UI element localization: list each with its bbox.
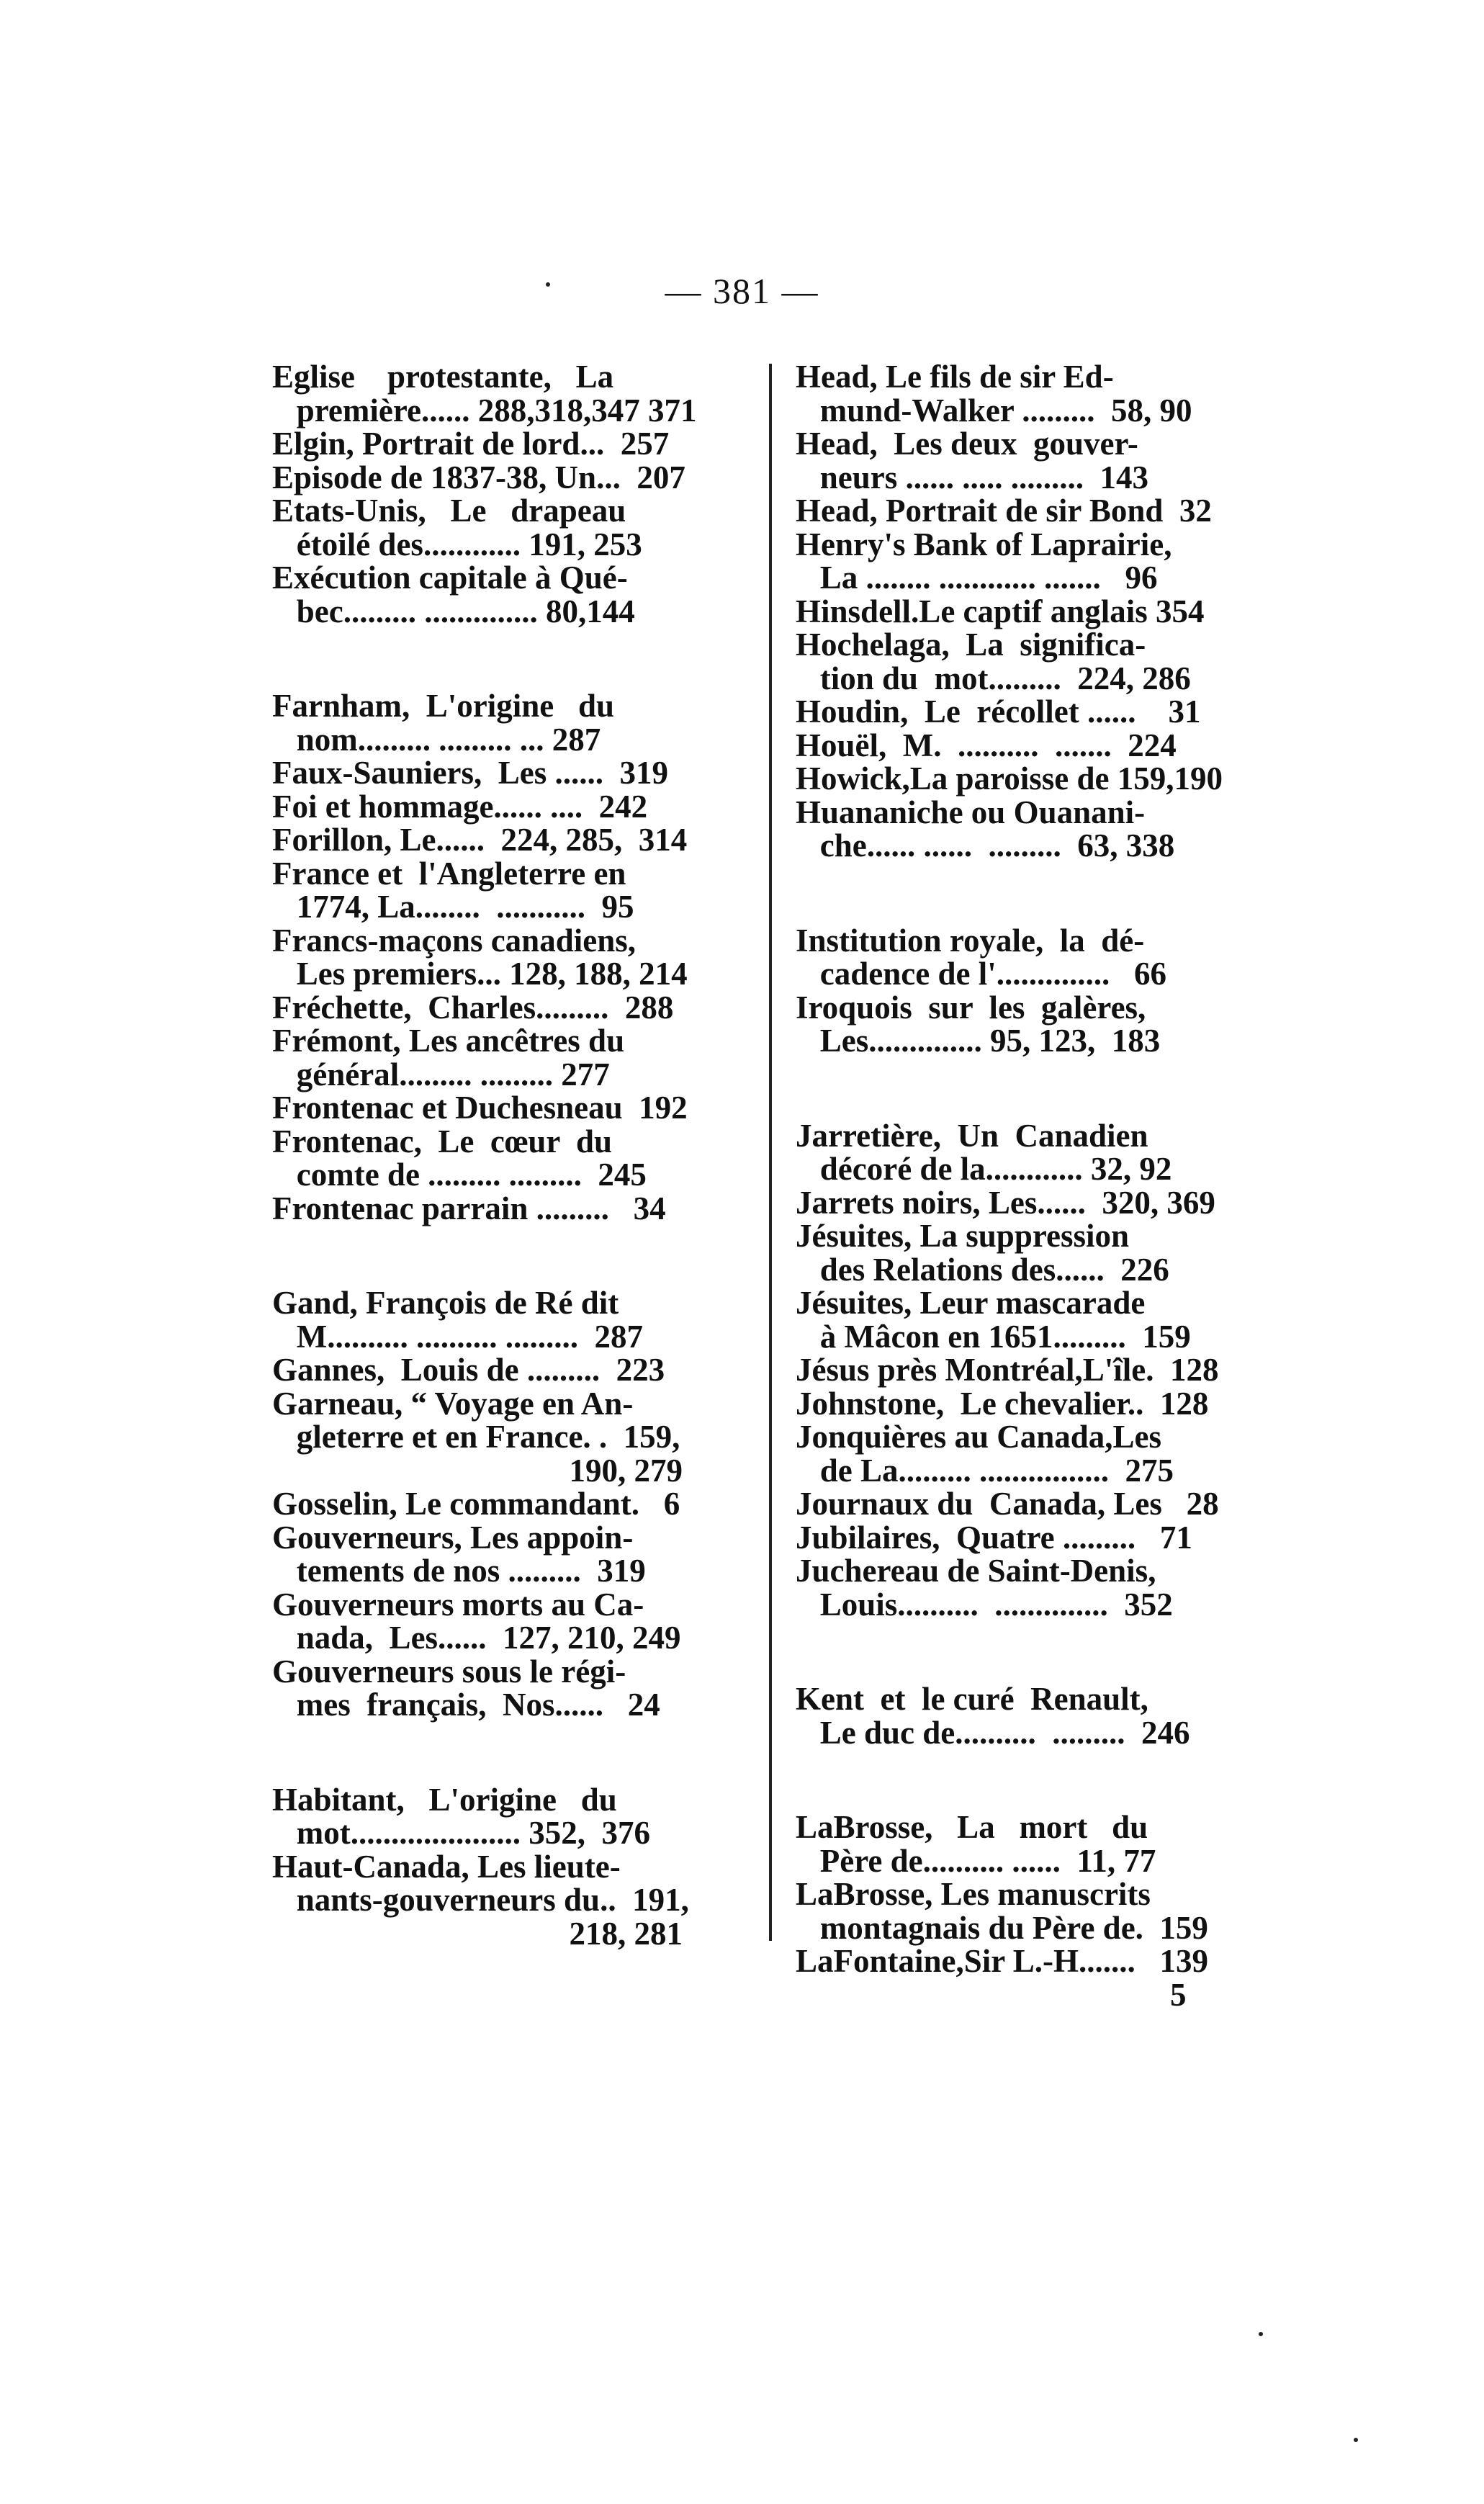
signature-mark: 5	[1170, 1976, 1187, 2013]
index-entry	[272, 790, 747, 824]
index-entry	[272, 1783, 747, 1850]
entry-heading-line: LaFontaine,Sir L.-H....... 139	[796, 1943, 1208, 1979]
letter-section	[272, 1783, 747, 1951]
entry-heading-line: Hochelaga, La significa-	[796, 627, 1146, 663]
entry-heading-line: Head, Portrait de sir Bond 32	[796, 493, 1212, 529]
index-entry	[796, 729, 1289, 763]
entry-heading-line: Howick,La paroisse de 159,190	[796, 760, 1223, 796]
entry-continuation-line: bec......... .............. 80,144	[272, 593, 635, 629]
entry-heading-line: Jésus près Montréal,L'île. 128	[796, 1352, 1219, 1388]
index-entry	[796, 427, 1289, 494]
index-entry	[796, 1186, 1289, 1220]
entry-heading-line: Gouverneurs sous le régi-	[272, 1653, 626, 1689]
entry-heading-line: Johnstone, Le chevalier.. 128	[796, 1385, 1209, 1422]
entry-heading-line: Jésuites, Leur mascarade	[796, 1285, 1146, 1321]
index-entry	[272, 1588, 747, 1655]
entry-continuation-line: Les.............. 95, 123, 183	[796, 1023, 1161, 1059]
index-entry	[272, 1091, 747, 1125]
index-entry	[796, 1387, 1289, 1421]
index-entry	[272, 1353, 747, 1387]
entry-continuation-line: de La......... ................ 275	[796, 1452, 1174, 1489]
entry-continuation-line: mund-Walker ......... 58, 90	[796, 392, 1192, 428]
entry-heading-line: Journaux du Canada, Les 28	[796, 1486, 1219, 1522]
entry-continuation-line: tements de nos ......... 319	[272, 1553, 646, 1589]
entry-heading-line: Fréchette, Charles......... 288	[272, 989, 674, 1026]
entry-continuation-line: comte de ......... ......... 245	[272, 1157, 647, 1193]
index-entry	[796, 1682, 1289, 1749]
index-entry	[796, 1487, 1289, 1521]
print-speck	[546, 282, 550, 287]
index-entry	[796, 991, 1289, 1058]
entry-heading-line: Frontenac parrain ......... 34	[272, 1190, 666, 1226]
letter-section	[272, 689, 747, 1225]
entry-heading-line: LaBrosse, La mort du	[796, 1809, 1148, 1845]
index-entry	[272, 1487, 747, 1521]
letter-section	[796, 1119, 1289, 1622]
index-entry	[272, 689, 747, 756]
index-entry	[272, 561, 747, 628]
entry-continuation-line: Louis.......... .............. 352	[796, 1586, 1173, 1623]
entry-continuation-line: Les premiers... 128, 188, 214	[272, 956, 688, 992]
index-entry	[796, 1219, 1289, 1286]
index-entry	[796, 1420, 1289, 1487]
entry-heading-line: Institution royale, la dé-	[796, 922, 1145, 959]
column-divider	[769, 364, 772, 1941]
entry-continuation-line: 190, 279	[569, 1452, 683, 1489]
letter-section	[272, 360, 747, 628]
page-number: — 381 —	[665, 271, 819, 311]
letter-section	[796, 1682, 1289, 1749]
entry-heading-line: Frontenac, Le cœur du	[272, 1123, 613, 1159]
entry-heading-line: Garneau, “ Voyage en An-	[272, 1385, 634, 1422]
entry-continuation-line: première...... 288,318,347 371	[272, 392, 697, 428]
print-speck	[1354, 2438, 1358, 2442]
entry-heading-line: France et l'Angleterre en	[272, 855, 626, 892]
entry-continuation-line: à Mâcon en 1651......... 159	[796, 1318, 1191, 1355]
entry-heading-line: Elgin, Portrait de lord... 257	[272, 426, 670, 462]
entry-heading-line: Foi et hommage...... .... 242	[272, 788, 648, 825]
entry-continuation-line: nom......... ......... ... 287	[272, 721, 601, 758]
entry-continuation-line: M.......... .......... ......... 287	[272, 1318, 643, 1355]
entry-continuation-line: montagnais du Père de. 159	[796, 1909, 1208, 1946]
index-entry	[796, 924, 1289, 991]
print-speck	[1259, 2332, 1263, 2336]
entry-heading-line: Frontenac et Duchesneau 192	[272, 1090, 688, 1126]
index-entry	[272, 1521, 747, 1588]
entry-heading-line: Gouverneurs morts au Ca-	[272, 1586, 644, 1623]
entry-heading-line: Houël, M. .......... ....... 224	[796, 727, 1177, 763]
entry-heading-line: Juchereau de Saint-Denis,	[796, 1553, 1156, 1589]
entry-continuation-line: nants-gouverneurs du.. 191,	[272, 1882, 689, 1918]
index-entry	[796, 762, 1289, 796]
entry-heading-line: Episode de 1837-38, Un... 207	[272, 459, 685, 495]
entry-continuation-line: neurs ...... ..... ......... 143	[796, 459, 1149, 495]
entry-heading-line: Forillon, Le...... 224, 285, 314	[272, 822, 688, 858]
entry-continuation-line: mes français, Nos...... 24	[272, 1687, 660, 1723]
index-entry	[796, 360, 1289, 427]
entry-heading-line: Farnham, L'origine du	[272, 688, 615, 724]
entry-heading-line: Frémont, Les ancêtres du	[272, 1023, 625, 1059]
letter-section	[272, 1286, 747, 1722]
entry-heading-line: Iroquois sur les galères,	[796, 989, 1146, 1026]
entry-heading-line: LaBrosse, Les manuscrits	[796, 1876, 1151, 1912]
entry-heading-line: Henry's Bank of Laprairie,	[796, 526, 1172, 562]
entry-continuation-line: décoré de la............ 32, 92	[796, 1151, 1172, 1187]
index-entry	[272, 360, 747, 427]
entry-heading-line: Gand, François de Ré dit	[272, 1285, 619, 1321]
entry-heading-line: Hinsdell.Le captif anglais 354	[796, 593, 1205, 629]
entry-heading-line: Head, Les deux gouver-	[796, 426, 1138, 462]
index-entry	[796, 494, 1289, 528]
index-entry	[272, 823, 747, 857]
entry-heading-line: Gannes, Louis de ......... 223	[272, 1352, 665, 1388]
index-entry	[796, 595, 1289, 629]
entry-heading-line: Houdin, Le récollet ...... 31	[796, 694, 1201, 730]
index-entry	[796, 1521, 1289, 1555]
index-entry	[796, 1286, 1289, 1353]
entry-continuation-line: étoilé des............ 191, 253	[272, 526, 642, 562]
index-entry	[796, 796, 1289, 863]
entry-continuation-line: 1774, La........ ........... 95	[272, 889, 634, 925]
index-entry	[796, 628, 1289, 695]
index-entry	[272, 1850, 747, 1951]
index-entry	[796, 1810, 1289, 1877]
index-entry	[272, 1192, 747, 1226]
entry-continuation-line: cadence de l'.............. 66	[796, 956, 1166, 992]
entry-heading-line: Gouverneurs, Les appoin-	[272, 1519, 634, 1556]
entry-heading-line: Kent et le curé Renault,	[796, 1681, 1148, 1717]
entry-heading-line: Francs-maçons canadiens,	[272, 922, 636, 959]
letter-section	[796, 1810, 1289, 1978]
index-entry	[272, 1387, 747, 1488]
entry-heading-line: Jarrets noirs, Les...... 320, 369	[796, 1184, 1215, 1221]
entry-heading-line: Jonquières au Canada,Les	[796, 1419, 1162, 1455]
entry-heading-line: Jésuites, La suppression	[796, 1218, 1130, 1254]
entry-heading-line: Head, Le fils de sir Ed-	[796, 359, 1114, 395]
entry-continuation-line: général......... ......... 277	[272, 1056, 610, 1092]
entry-continuation-line: nada, Les...... 127, 210, 249	[272, 1620, 681, 1656]
entry-heading-line: Gosselin, Le commandant. 6	[272, 1486, 680, 1522]
entry-continuation-line: che...... ...... ......... 63, 338	[796, 827, 1175, 863]
index-column-left	[272, 360, 747, 1950]
index-entry	[796, 528, 1289, 595]
index-entry	[272, 991, 747, 1025]
entry-heading-line: Etats-Unis, Le drapeau	[272, 493, 626, 529]
index-entry	[272, 461, 747, 495]
entry-heading-line: Eglise protestante, La	[272, 359, 614, 395]
index-column-right	[796, 360, 1289, 2011]
entry-heading-line: Haut-Canada, Les lieute-	[272, 1848, 621, 1885]
entry-heading-line: Exécution capitale à Qué-	[272, 560, 628, 596]
entry-heading-line: Jarretière, Un Canadien	[796, 1117, 1148, 1154]
index-entry	[796, 1119, 1289, 1186]
index-entry	[796, 1554, 1289, 1621]
entry-continuation-line: Père de.......... ...... 11, 77	[796, 1842, 1156, 1879]
entry-heading-line: Huananiche ou Ouanani-	[796, 794, 1146, 830]
index-entry	[796, 1944, 1289, 1978]
index-entry	[272, 756, 747, 790]
entry-continuation-line: La ........ ............ ....... 96	[796, 560, 1158, 596]
entry-continuation-line: 218, 281	[569, 1915, 683, 1952]
index-entry	[272, 494, 747, 561]
index-entry	[796, 1353, 1289, 1387]
index-entry	[272, 857, 747, 924]
index-entry	[272, 1024, 747, 1091]
index-entry	[272, 924, 747, 991]
entry-continuation-line: Le duc de.......... ......... 246	[796, 1714, 1190, 1751]
entry-continuation-line: gleterre et en France. . 159,	[272, 1419, 680, 1455]
index-entry	[272, 1655, 747, 1722]
index-entry	[272, 1125, 747, 1192]
entry-continuation-line: des Relations des...... 226	[796, 1251, 1169, 1288]
entry-heading-line: Habitant, L'origine du	[272, 1781, 617, 1818]
index-entry	[272, 1286, 747, 1353]
entry-continuation-line: tion du mot......... 224, 286	[796, 660, 1191, 696]
index-entry	[796, 1877, 1289, 1944]
entry-heading-line: Faux-Sauniers, Les ...... 319	[272, 755, 669, 791]
letter-section	[796, 360, 1289, 863]
letter-section	[796, 924, 1289, 1058]
index-entry	[796, 695, 1289, 729]
entry-heading-line: Jubilaires, Quatre ......... 71	[796, 1519, 1192, 1556]
index-entry	[272, 427, 747, 461]
entry-continuation-line: mot..................... 352, 376	[272, 1815, 650, 1851]
